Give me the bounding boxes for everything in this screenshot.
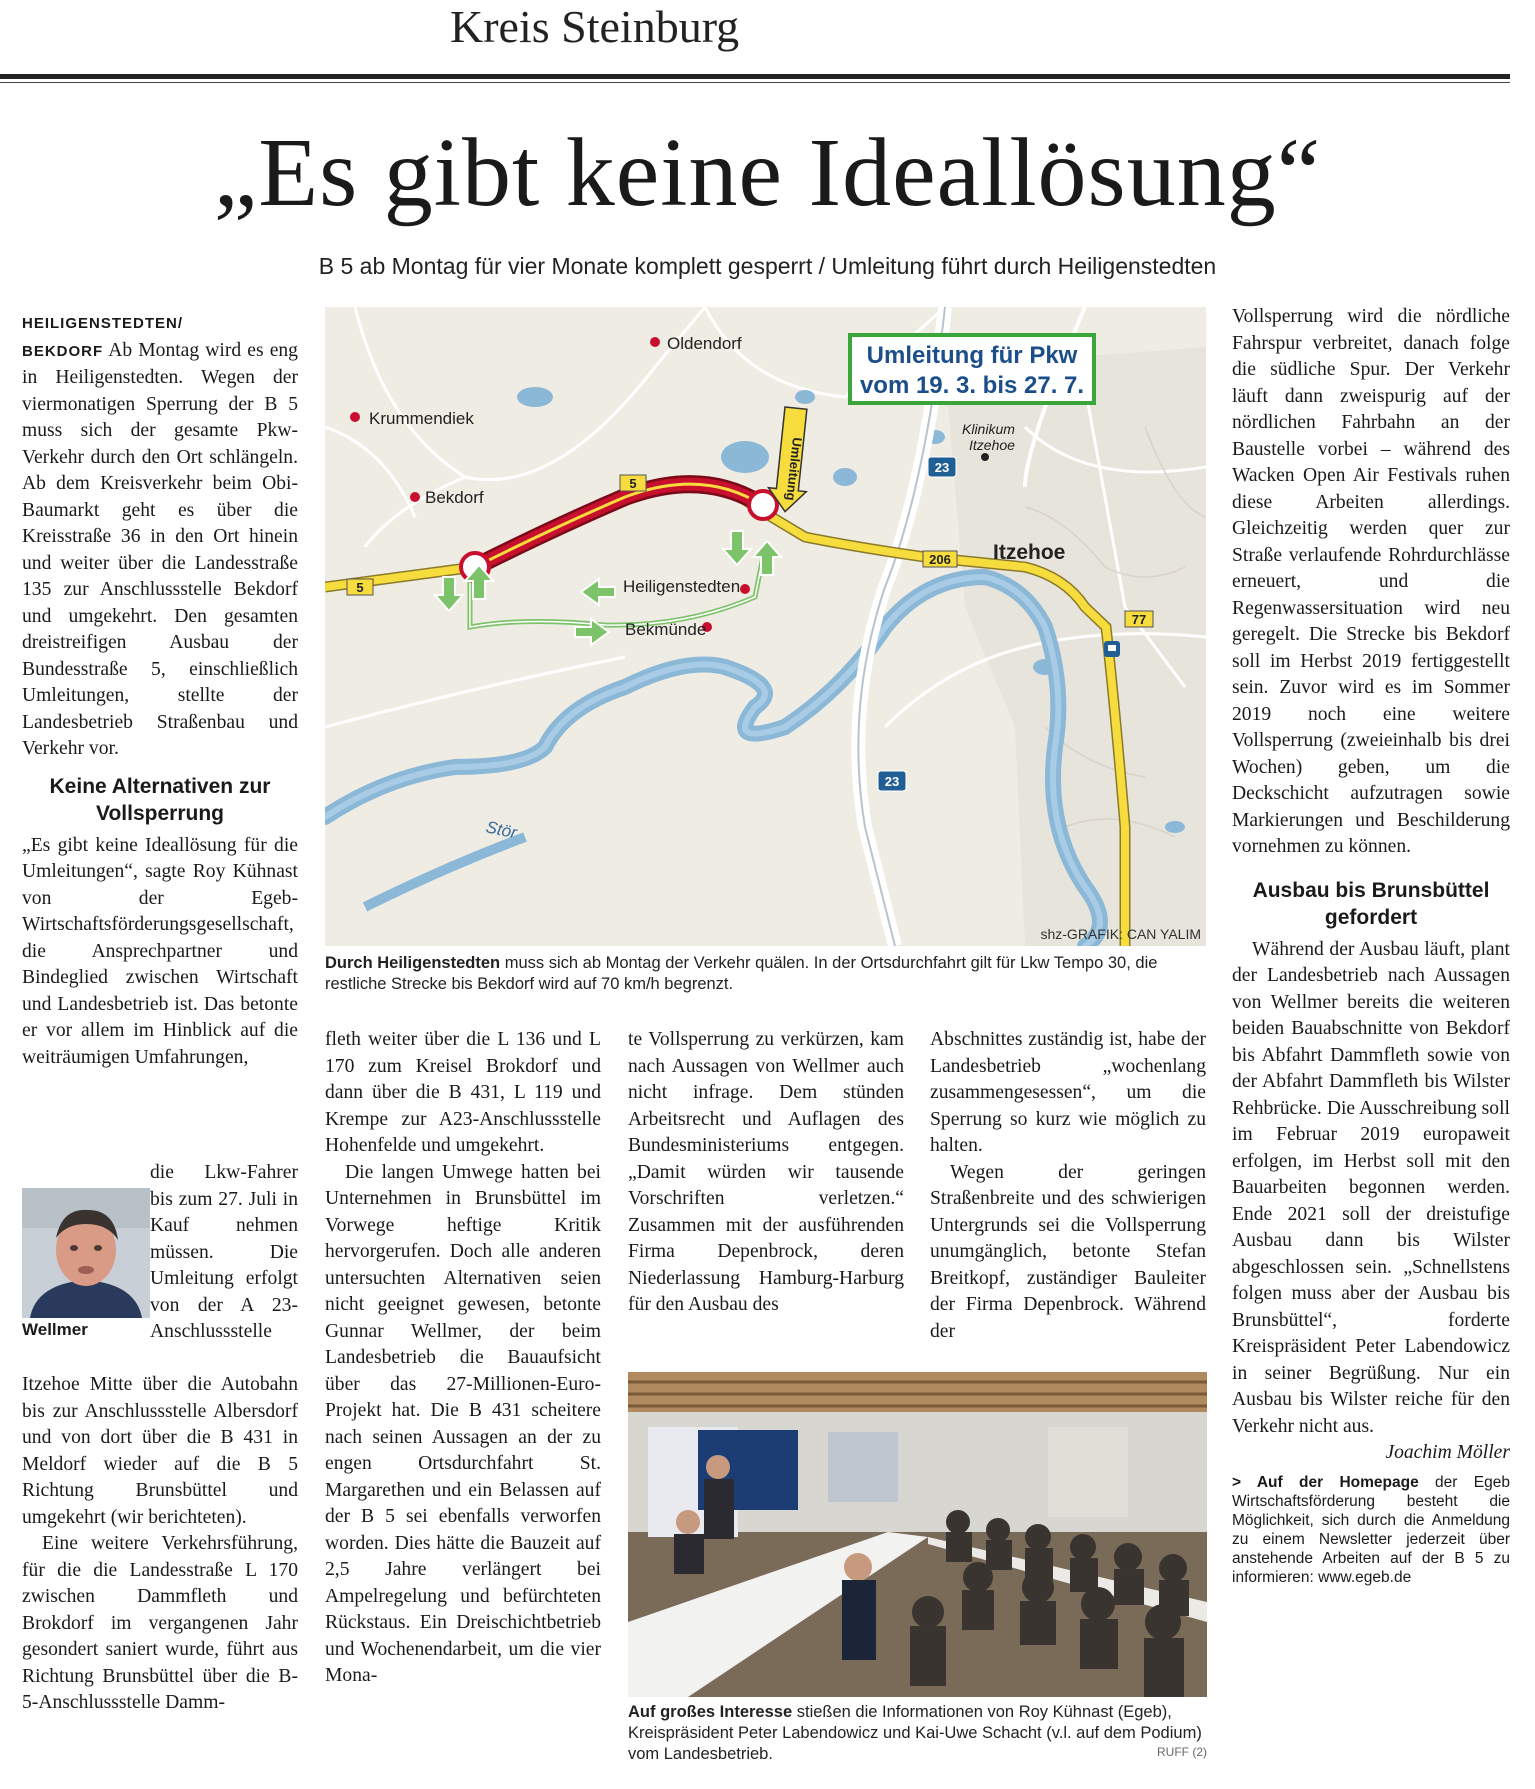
header-rule-thin [0,82,1510,83]
subhead-brunsbuettel: Ausbau bis Brunsbüttel gefordert [1252,878,1490,929]
col1-p1: Ab Montag wird es eng in Heiligenstedten. Wegen der viermonatigen Sperrung der B 5 muss sich der gesamte Pkw-Verkehr durch den Ort schlängeln. Ab dem Kreisverkehr beim Obi-Baumarkt geht es über die Kreisstraße 36 in den Ort hinein und weiter über die Landesstraße 135 zur Anschlussstelle Bekdorf und umgekehrt. Den gesamten dreistreifigen Ausbau der Bundesstraße 5, einschließlich Umleitungen, stellte der Landesbetrieb Straßenbau und Verkehr vor. [22,339,298,759]
photo-caption [628,1702,1207,1765]
col5-p1: Vollsperrung wird die nördliche Fahrspur verbreitet, danach folge die südliche Spur. Der Verkehr läuft dann zweispurig auf der nördlichen Fahrbahn an der Baustelle vorbei – während des Wacken Open Air Festivals ruhen diese Arbeiten allerdings. Gleichzeitig werden quer zur Straße verlaufende Rohrdurchlässe erneuert, und die Regenwassersituation wird neu geregelt. Die Strecke bis Bekdorf soll im Herbst 2019 fertiggestellt sein. Zuvor wird es im Sommer 2019 noch eine weitere Vollsperrung (zweieinhalb bis drei Wochen) geben, um die Deckschicht aufzutragen sowie Markierungen und Beschilderung vornehmen zu können. [1232,306,1510,857]
map-caption-bold: Durch Heiligenstedten [325,954,501,972]
homepage-note-bold: > Auf der Homepage [1232,1473,1419,1491]
river-stoer: Stör [484,817,519,843]
sign-b5-top: 5 [629,476,637,491]
place-bekdorf: Bekdorf [425,488,484,507]
detour-map [325,307,1206,946]
place-klinikum-1: Klinikum [962,421,1015,437]
article-col1-top [22,310,298,1071]
article-col5 [1232,304,1510,1587]
umleitung-label: Umleitung [783,436,805,502]
article-col1-bottom [22,1372,298,1717]
col4-p1: Abschnittes zuständig ist, habe der Landesbetrieb „wochenlang zusammengesessen“, um die Sperrung so kurz wie möglich zu halten. [930,1029,1206,1156]
map-caption [325,953,1206,995]
homepage-note-text: der Egeb Wirtschaftsförderung besteht die Möglichkeit, sich durch die Anmeldung zu einem Newsletter jederzeit über anstehende Arbeiten auf der B 5 zu informieren: www.egeb.de [1232,1473,1510,1586]
portrait-wellmer [22,1188,150,1318]
sign-a23-top: 23 [934,460,950,475]
headline: „Es gibt keine Ideallösung“ [213,119,1322,227]
col2-p1: fleth weiter über die L 136 und L 170 zum Kreisel Brokdorf und dann über die B 431, L 119 und Krempe zur A23-Anschlussstelle Hohenfelde und umgekehrt. [325,1029,601,1156]
subhead-alternatives: Keine Alternativen zur Vollsperrung [49,774,271,825]
col1-p2a: „Es gibt keine Ideallösung für die Umleitungen“, sagte Roy Kühnast von der Egeb-Wirtschaftsförderungsgesellschaft, die Ansprechpartner und Bindeglied zwischen Wirtschaft und Landesbetrieb ist. Das betonte er vor allem im Hinblick auf die weiträumigen Umfahrungen, [22,834,298,1068]
map-credit: shz-GRAFIK: CAN YALIM [1040,926,1201,942]
photo-caption-bold: Auf großes Interesse [628,1703,793,1721]
map-caption-text: muss sich ab Montag der Verkehr quälen. In der Ortsdurchfahrt gilt für Lkw Tempo 30, die restliche Strecke bis Bekdorf wird auf 70 km/h begrenzt. [325,954,1158,993]
place-klinikum-2: Itzehoe [969,437,1015,453]
map-graphic [325,307,1206,946]
article-col4 [930,1027,1206,1345]
dateline-1: HEILIGENSTEDTEN/ [22,315,184,332]
article-col1-narrow [150,1160,298,1346]
col1-p2c: Itzehoe Mitte über die Autobahn bis zur Anschlussstelle Albersdorf und von dort über die B 431 in Meldorf wieder auf die B 5 Richtung Brunsbüttel und umgekehrt (wir berichteten). [22,1374,298,1528]
sign-206: 206 [929,552,951,567]
col2-p2: Die langen Umwege hatten bei Unternehmen in Brunsbüttel im Vorwege heftige Kritik hervorgerufen. Doch alle anderen untersuchten Alternativen seien nicht geeignet gewesen, betonte Gunnar Wellmer, der beim Landesbetrieb die Bauaufsicht über das 27-Millionen-Euro-Projekt hat. Die B 431 scheitere nach seinen Aussagen an der zu engen Ortsdurchfahrt St. Margarethen und ein Belassen auf der B 5 sei ebenfalls verworfen worden. Dies hätte die Bauzeit auf 2,5 Jahre verlängert bei Ampelregelung und befürchteten Rückstaus. Ein Dreischichtbetrieb und Wochenendarbeit, um die vier Mona- [325,1161,601,1686]
place-oldendorf: Oldendorf [667,334,742,353]
col4-p2: Wegen der geringen Straßenbreite und des schwierigen Untergrunds sei die Vollsperrung unumgänglich, betonte Stefan Breitkopf, zuständiger Bauleiter der Firma Depenbrock. Während der [930,1161,1206,1342]
sign-77: 77 [1131,612,1147,627]
article-col2 [325,1027,601,1690]
portrait-label: Wellmer [22,1320,88,1339]
dateline-2: BEKDORF [22,342,104,360]
photo-caption-text: stießen die Informationen von Roy Kühnast (Egeb), Kreispräsident Peter Labendowicz und Kai-Uwe Schacht (v.l. auf dem Podium) vom Landesbetrieb. [628,1703,1202,1763]
sign-a23-bottom: 23 [884,774,900,789]
place-bekmuende: Bekmünde [625,620,707,639]
map-box-line2: vom 19. 3. bis 27. 7. [859,372,1085,399]
col1-p2b: die Lkw-Fahrer bis zum 27. Juli in Kauf nehmen müssen. Die Umleitung erfolgt von der A 23-Anschlussstelle [150,1162,298,1342]
place-krummendiek: Krummendiek [369,409,474,428]
header-rule [0,74,1510,79]
place-itzehoe: Itzehoe [993,541,1066,564]
homepage-note [1232,1473,1510,1587]
meeting-photo [628,1372,1207,1697]
section-title: Kreis Steinburg [450,1,740,52]
map-box-line1: Umleitung für Pkw [866,342,1078,369]
col5-p2: Während der Ausbau läuft, plant der Landesbetrieb nach Aussagen von Wellmer bereits die weiteren beiden Bauabschnitte von Bekdorf bis Abfahrt Dammfleth sowie von der Abfahrt Dammfleth bis Wilster Rehbrücke. Die Ausschreibung soll im Februar 2019 europaweit erfolgen, im Herbst soll mit den Bauarbeiten begonnen werden. Ende 2021 soll der dreistufige Ausbau dann bis Wilster abgeschlossen sein. „Schnellstens folgen muss aber der Ausbau bis Brunsbüttel“, forderte Kreispräsident Peter Labendowicz in seiner Begrüßung. Nur ein Ausbau bis Wilster reiche für den Verkehr nicht aus. [1232,938,1510,1437]
author: Joachim Möller [1385,1442,1510,1463]
col3-p1: te Vollsperrung zu verkürzen, kam nach Aussagen von Wellmer auch nicht infrage. Dem stünden Arbeitsrecht und Auflagen des Bundesministeriums entgegen. „Damit würden wir tausende Vorschriften verletzen.“ Zusammen mit der ausführenden Firma Depenbrock, deren Niederlassung Hamburg-Harburg für den Ausbau des [628,1029,904,1315]
bus-stop-icon [1104,641,1120,657]
col1-p3: Eine weitere Verkehrsführung, für die die Landesstraße L 170 zwischen Dammfleth und Brokdorf im vergangenen Jahr gesondert saniert wurde, führt aus Richtung Brunsbüttel über die B-5-Anschlussstelle Damm- [22,1533,298,1713]
photo-credit: RUFF (2) [1157,1745,1207,1759]
article-col3 [628,1027,904,1319]
sign-b5-left: 5 [356,580,364,595]
subheadline: B 5 ab Montag für vier Monate komplett gesperrt / Umleitung führt durch Heiligenstedten [318,253,1217,279]
place-heiligenstedten: Heiligenstedten [623,577,741,596]
